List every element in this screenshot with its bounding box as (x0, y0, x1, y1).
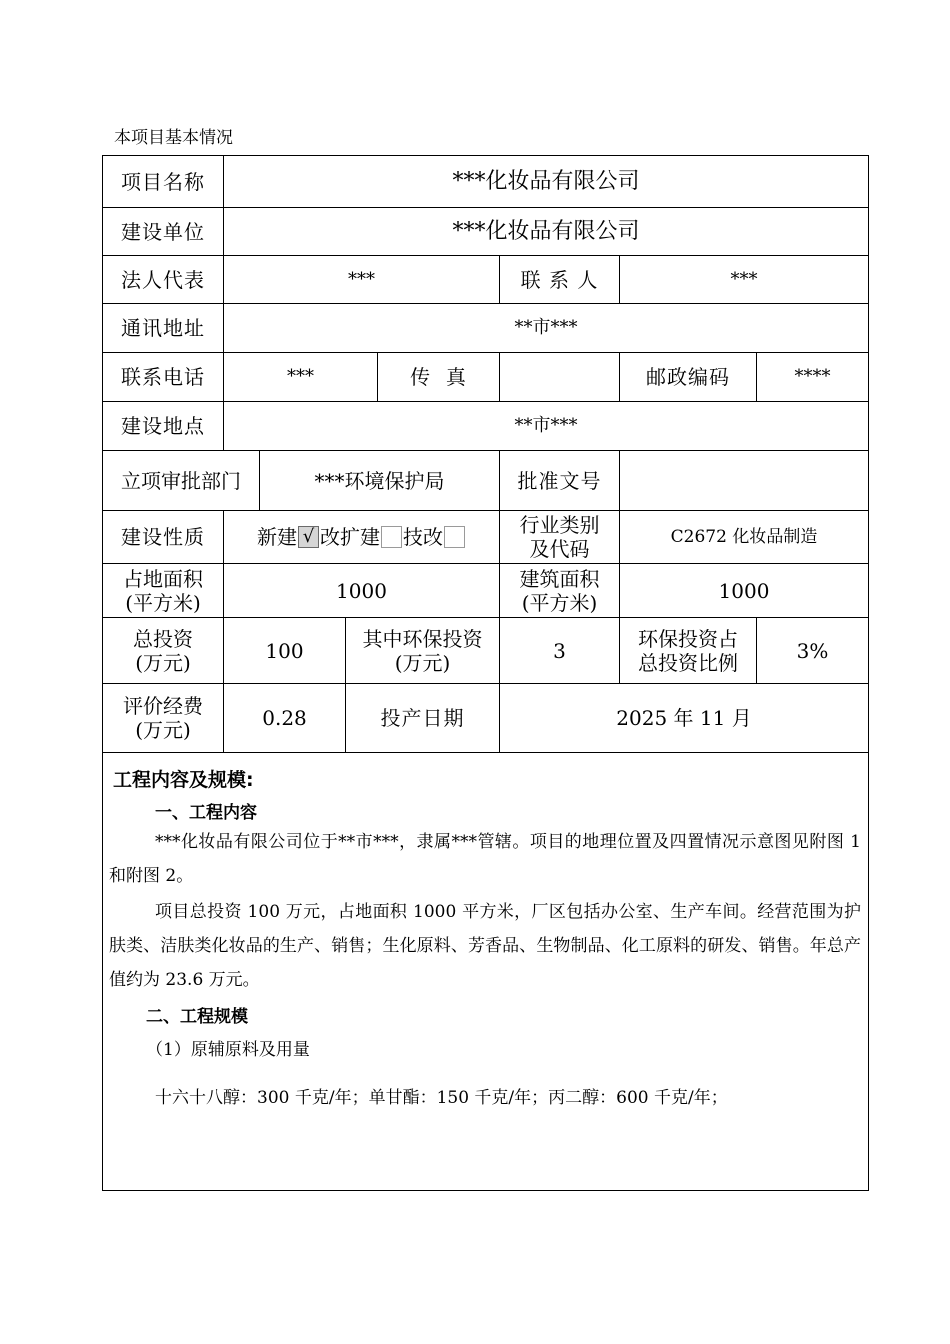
legal-rep-label: 法人代表 (121, 267, 205, 292)
nature-label: 建设性质 (121, 525, 205, 549)
project-name-value: ***化妆品有限公司 (452, 168, 640, 194)
eval-fee-label-line2: (万元) (135, 718, 191, 742)
contact-value: *** (730, 268, 758, 290)
address-value: **市*** (514, 317, 578, 338)
nature-new-label: 新建 (257, 525, 297, 549)
approval-dept-label: 立项审批部门 (121, 468, 241, 493)
project-name-label: 项目名称 (121, 169, 205, 194)
building-area-label (500, 564, 619, 617)
land-area-label (103, 564, 223, 617)
eval-fee-label (103, 684, 223, 752)
env-invest-label-line1: 其中环保投资 (362, 626, 483, 651)
phone-value: *** (287, 366, 314, 387)
content-title: 工程内容及规模: (113, 769, 254, 791)
building-area-label-line2: (平方米) (521, 590, 598, 615)
industry-label-line1: 行业类别 (519, 513, 600, 537)
industry-label-line2: 及代码 (529, 537, 590, 561)
fax-label: 传 真 (410, 365, 467, 389)
total-invest-label-line1: 总投资 (133, 626, 193, 651)
industry-value: C2672 化妆品制造 (670, 527, 818, 547)
builder-label: 建设单位 (121, 219, 205, 244)
materials-list: 十六十八醇：300 千克/年；单甘酯：150 千克/年；丙二醇：600 千克/年； (155, 1088, 728, 1108)
env-ratio-label-line2: 总投资比例 (638, 650, 738, 675)
postcode-value: **** (794, 366, 831, 387)
section2-heading: 二、工程规模 (146, 1007, 248, 1027)
phone-label: 联系电话 (121, 365, 205, 389)
env-ratio-value: 3% (796, 638, 829, 663)
section1-heading: 一、工程内容 (155, 803, 257, 823)
industry-label (500, 511, 619, 563)
env-ratio-label-line1: 环保投资占 (638, 626, 738, 651)
site-label: 建设地点 (121, 414, 205, 438)
nature-expand-checkbox[interactable] (381, 526, 402, 548)
nature-expand-label: 改扩建 (320, 525, 380, 549)
building-area-label-line1: 建筑面积 (519, 566, 600, 591)
land-area-value: 1000 (336, 578, 387, 603)
approval-no-label: 批准文号 (517, 468, 602, 493)
contact-label: 联 系 人 (520, 267, 599, 292)
nature-tech-checkbox[interactable] (444, 526, 465, 548)
land-area-label-line1: 占地面积 (123, 566, 203, 591)
total-invest-label-line2: (万元) (135, 650, 191, 675)
materials-subheading: （1）原辅原料及用量 (146, 1040, 310, 1060)
eval-fee-label-line1: 评价经费 (123, 694, 203, 718)
nature-options (224, 511, 499, 563)
env-invest-value: 3 (553, 638, 566, 663)
production-date-label: 投产日期 (380, 706, 465, 730)
postcode-label: 邮政编码 (646, 365, 730, 389)
nature-new-checkbox[interactable]: √ (298, 526, 319, 548)
site-value: **市*** (514, 415, 578, 436)
land-area-label-line2: (平方米) (125, 590, 201, 615)
env-invest-label-line2: (万元) (394, 650, 451, 675)
total-invest-label (103, 618, 223, 683)
env-ratio-label (620, 618, 756, 683)
approval-no-value (620, 451, 868, 510)
section1-para1: ***化妆品有限公司位于**市***，隶属***管辖。项目的地理位置及四置情况示意图见附图 1 和附图 2。 (109, 832, 861, 886)
production-date-value: 2025 年 11 月 (616, 706, 752, 730)
address-label: 通讯地址 (121, 316, 205, 340)
eval-fee-value: 0.28 (262, 706, 307, 730)
approval-dept-value: ***环境保护局 (314, 468, 445, 493)
table-caption: 本项目基本情况 (114, 128, 233, 148)
env-invest-label (346, 618, 499, 683)
builder-value: ***化妆品有限公司 (452, 218, 640, 244)
building-area-value: 1000 (718, 578, 770, 603)
section1-para2: 项目总投资 100 万元，占地面积 1000 平方米，厂区包括办公室、生产车间。经营范围为护肤类、洁肤类化妆品的生产、销售；生化原料、芳香品、生物制品、化工原料的研发、销售。年总产值约为 23.6 万元。 (109, 902, 861, 990)
total-invest-value: 100 (265, 638, 304, 663)
fax-value (500, 353, 619, 401)
legal-rep-value: *** (348, 268, 375, 290)
nature-tech-label: 技改 (403, 525, 443, 549)
